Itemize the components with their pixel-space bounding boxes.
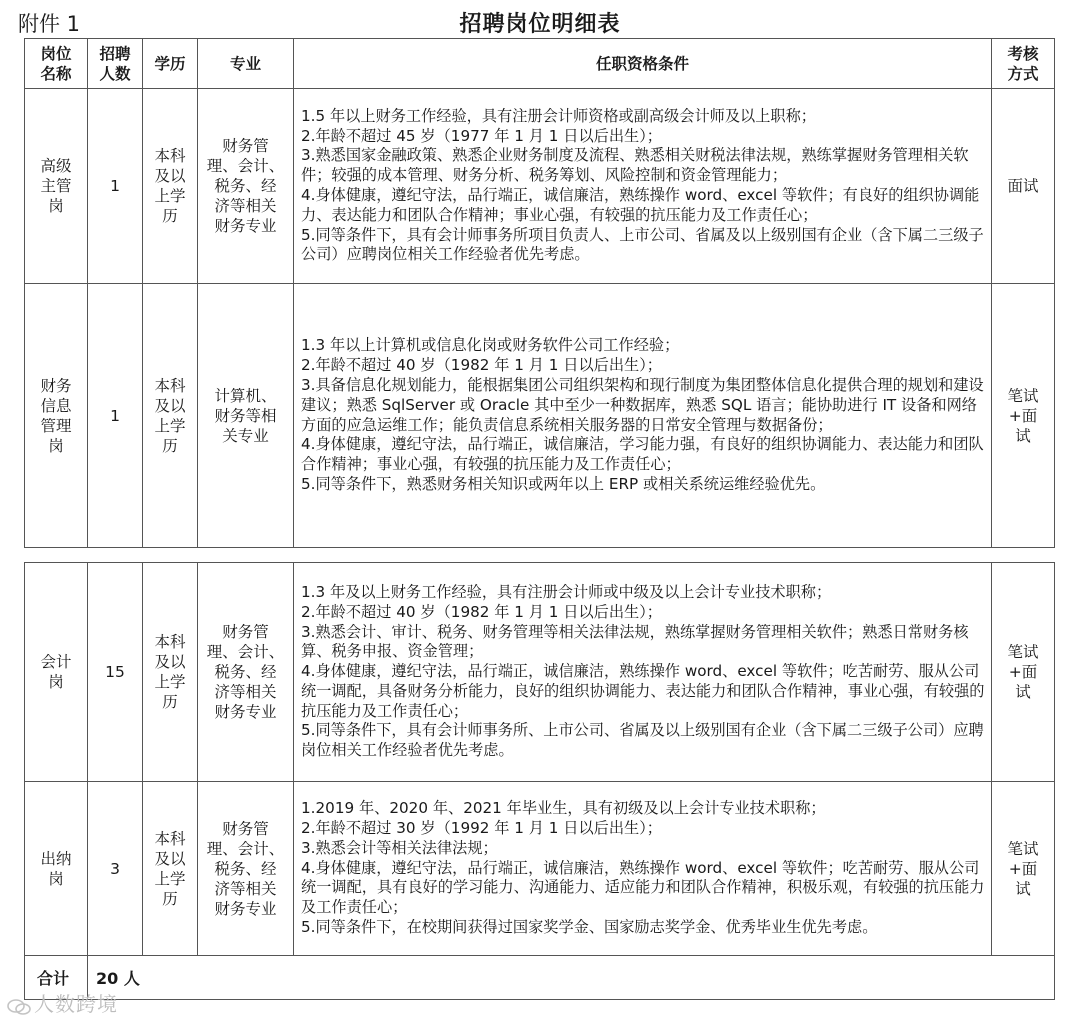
position-cell: 出纳 岗	[25, 782, 88, 956]
count-cell: 1	[88, 89, 143, 284]
education-cell: 本科 及以 上学 历	[143, 782, 198, 956]
education-cell: 本科 及以 上学 历	[143, 89, 198, 284]
assessment-cell: 笔试 +面 试	[992, 284, 1055, 548]
count-cell: 3	[88, 782, 143, 956]
watermark-text: 人数跨境	[34, 992, 118, 1016]
requirements-cell: 1.3 年以上计算机或信息化岗或财务软件公司工作经验； 2.年龄不超过 40 岁（1982 年 1 月 1 日以后出生）； 3.具备信息化规划能力，能根据集团公司组织架构和现行制度为集团整体信息化提供合理的规划和建设建议；熟悉 SqlServer 或 Oracle 其中至少一种数据库，熟悉 SQL 语言；能协助进行 IT 设备和网络方面的应急运维工作；能负责信息系统相关服务器的日常安全管理与数据备份； 4.身体健康，遵纪守法，品行端正，诚信廉洁，学习能力强，有良好的组织协调能力、表达能力和团队合作精神；事业心强，有较强的抗压能力及工作责任心； 5.同等条件下，熟悉财务相关知识或两年以上 ERP 或相关系统运维经验优先。	[294, 284, 992, 548]
position-cell: 高级 主管 岗	[25, 89, 88, 284]
education-cell: 本科 及以 上学 历	[143, 284, 198, 548]
requirements-cell: 1.3 年及以上财务工作经验，具有注册会计师或中级及以上会计专业技术职称； 2.年龄不超过 40 岁（1982 年 1 月 1 日以后出生）； 3.熟悉会计、审计、税务、财务管理等相关法律法规，熟练掌握财务管理相关软件；熟悉日常财务核算、税务申报、资金管理； 4.身体健康，遵纪守法，品行端正，诚信廉洁，熟练操作 word、excel 等软件；吃苦耐劳、服从公司统一调配，具备财务分析能力，良好的组织协调能力、表达能力和团队合作精神，事业心强，有较强的抗压能力及工作责任心； 5.同等条件下，具有会计师事务所、上市公司、省属及以上级别国有企业（含下属二三级子公司）应聘岗位相关工作经验者优先考虑。	[294, 563, 992, 782]
table-row	[25, 782, 1055, 956]
table-row	[25, 89, 1055, 284]
chat-bubble-icon	[6, 997, 32, 1015]
table-header-row	[25, 39, 1055, 89]
header-count: 招聘 人数	[88, 39, 143, 89]
position-cell: 会计 岗	[25, 563, 88, 782]
document-title: 招聘岗位明细表	[459, 11, 621, 37]
major-cell: 财务管 理、会计、 税务、经 济等相关 财务专业	[198, 89, 294, 284]
education-cell: 本科 及以 上学 历	[143, 563, 198, 782]
position-cell: 财务 信息 管理 岗	[25, 284, 88, 548]
header-assessment: 考核 方式	[992, 39, 1055, 89]
requirements-cell: 1.2019 年、2020 年、2021 年毕业生，具有初级及以上会计专业技术职称； 2.年龄不超过 30 岁（1992 年 1 月 1 日以后出生）； 3.熟悉会计等相关法律法规； 4.身体健康，遵纪守法，品行端正，诚信廉洁，熟练操作 word、excel 等软件；吃苦耐劳、服从公司统一调配，具有良好的学习能力、沟通能力、适应能力和团队合作精神，积极乐观，有较强的抗压能力及工作责任心； 5.同等条件下，在校期间获得过国家奖学金、国家励志奖学金、优秀毕业生优先考虑。	[294, 782, 992, 956]
count-cell: 1	[88, 284, 143, 548]
watermark	[6, 988, 118, 1017]
attachment-label: 附件 1	[18, 12, 81, 36]
assessment-cell: 笔试 +面 试	[992, 782, 1055, 956]
total-label: 合计	[25, 956, 88, 1000]
table-row	[25, 284, 1055, 548]
major-cell: 计算机、 财务等相 关专业	[198, 284, 294, 548]
header-position: 岗位 名称	[25, 39, 88, 89]
assessment-cell: 笔试 +面 试	[992, 563, 1055, 782]
table-row	[25, 563, 1055, 782]
total-row	[25, 956, 1055, 1000]
major-cell: 财务管 理、会计、 税务、经 济等相关 财务专业	[198, 782, 294, 956]
header-education: 学历	[143, 39, 198, 89]
major-cell: 财务管 理、会计、 税务、经 济等相关 财务专业	[198, 563, 294, 782]
requirements-cell: 1.5 年以上财务工作经验，具有注册会计师资格或副高级会计师及以上职称； 2.年龄不超过 45 岁（1977 年 1 月 1 日以后出生）； 3.熟悉国家金融政策、熟悉企业财务制度及流程、熟悉相关财税法律法规，熟练掌握财务管理相关软件；较强的成本管理、财务分析、税务筹划、风险控制和资金管理能力； 4.身体健康，遵纪守法，品行端正，诚信廉洁，熟练操作 word、excel 等软件；有良好的组织协调能力、表达能力和团队合作精神；事业心强，有较强的抗压能力及工作责任心； 5.同等条件下，具有会计师事务所项目负责人、上市公司、省属及以上级别国有企业（含下属二三级子公司）应聘岗位相关工作经验者优先考虑。	[294, 89, 992, 284]
recruitment-table-part2	[24, 562, 1055, 1000]
header-major: 专业	[198, 39, 294, 89]
assessment-cell: 面试	[992, 89, 1055, 284]
total-value: 20 人	[88, 956, 1055, 1000]
count-cell: 15	[88, 563, 143, 782]
recruitment-table-part1	[24, 38, 1055, 548]
header-requirements: 任职资格条件	[294, 39, 992, 89]
